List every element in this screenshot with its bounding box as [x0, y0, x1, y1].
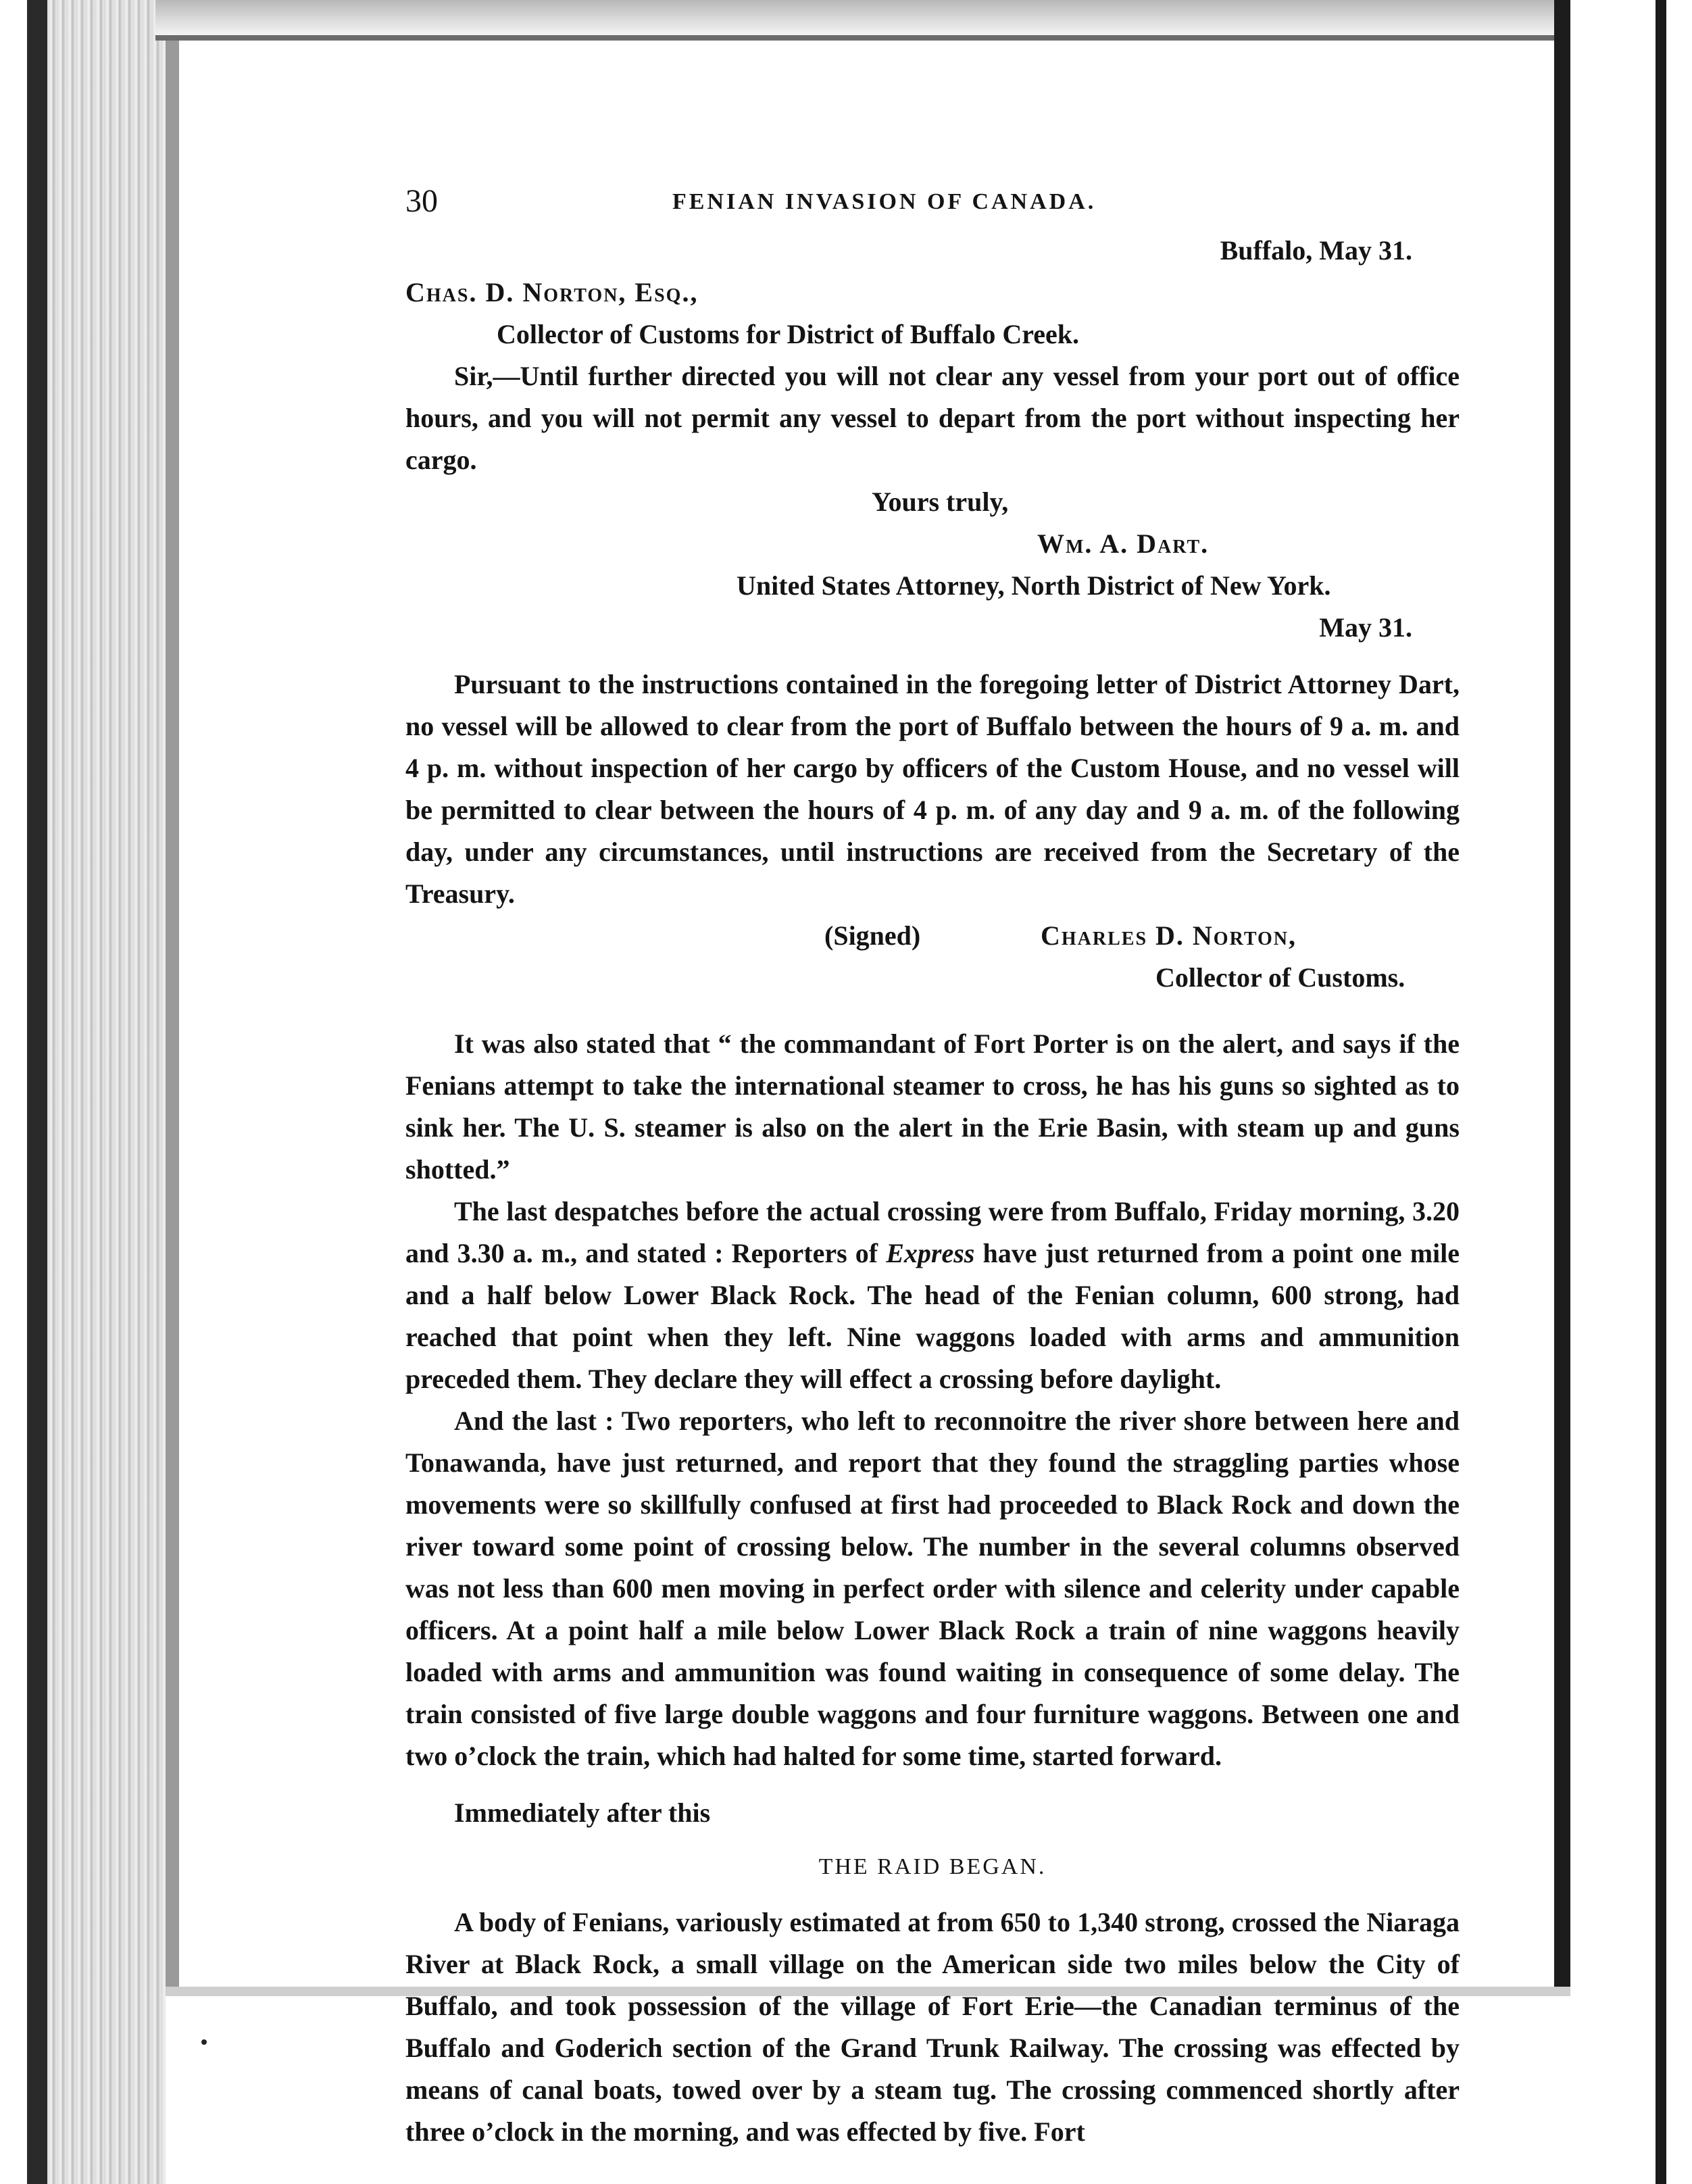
paragraph-reporters: And the last : Two reporters, who left to reconnoitre the river shore between here and Tonawanda, have just returned, and report that they found the straggling parties whose movements were so skillfully confused at first had proceeded to Black Rock and down the river toward some point of crossing below. The number in the several columns observed was not less than 600 men moving in perfect order with silence and celerity under capable officers. At a point half a mile below Lower Black Rock a train of nine waggons heavily loaded with arms and ammunition was found waiting in consequence of some delay. The train consisted of five large double waggons and four furniture waggons. Between one and two o’clock the train, which had halted for some time, started forward.	[405, 1406, 1460, 1771]
paragraph-raid: A body of Fenians, variously estimated at from 650 to 1,340 strong, crossed the Niaraga River at Black Rock, a small village on the American side two miles below the City of Buffalo, and took possession of the village of Fort Erie—the Canadian terminus of the Buffalo and Goderich section of the Grand Trunk Railway. The crossing was effected by means of canal boats, towed over by a steam tug. The crossing commenced shortly after three o’clock in the morning, and was effected by five. Fort	[405, 1907, 1460, 2147]
letter-body: Sir,—Until further directed you will not clear any vessel from your port out of office hours, and you will not permit any vessel to depart from the port without inspecting her cargo.	[405, 361, 1460, 475]
newspaper-name: Express	[886, 1238, 975, 1268]
page-edges	[47, 0, 166, 2184]
section-heading: THE RAID BEGAN.	[818, 1854, 1047, 1879]
paragraph-last-despatches	[405, 1191, 1460, 1400]
signed-label: (Signed)	[824, 920, 921, 951]
scan-border-left	[27, 0, 47, 2184]
scan-border-right	[1554, 0, 1570, 1993]
notice-date: May 31.	[1319, 612, 1412, 643]
gutter-shadow	[166, 0, 179, 1993]
scan-speck	[201, 2039, 207, 2045]
paragraph-immediately: Immediately after this	[454, 1797, 711, 1828]
letter-closing: Yours truly,	[872, 487, 1009, 517]
letter-addressee-name: Chas. D. Norton, Esq.,	[405, 277, 699, 307]
running-title: FENIAN INVASION OF CANADA.	[672, 189, 1097, 214]
paragraph-text: have just returned from a point one mile and a half below Lower Black Rock. The head of the Fenian column, 600 strong, had reached that point when they left. Nine waggons loaded with arms and ammunition preceded them. They declare they will effect a crossing before daylight.	[405, 1238, 1460, 1394]
scan-border-top	[155, 0, 1554, 37]
scan-border-top-line	[155, 35, 1554, 41]
notice-signer: Charles D. Norton,	[1041, 920, 1297, 951]
paragraph-fort-porter: It was also stated that “ the commandant of Fort Porter is on the alert, and says if the Fenians attempt to take the international steamer to cross, he has his guns so sighted as to sink her. The U. S. steamer is also on the alert in the Erie Basin, with steam up and guns shotted.”	[405, 1028, 1460, 1185]
book-page	[405, 182, 1460, 2153]
letter-signature: Wm. A. Dart.	[1037, 528, 1210, 559]
paragraph-text: The last despatches before the actual crossing were from Buffalo, Friday morning, 3.20 and 3.30 a. m., and stated : Reporters of	[405, 1196, 1460, 1268]
running-head	[405, 182, 1460, 230]
notice-signature-row	[405, 915, 1460, 957]
scan-edge-right	[1656, 0, 1666, 2184]
letter-addressee-title: Collector of Customs for District of Buffalo Creek.	[497, 319, 1080, 349]
notice-signer-title: Collector of Customs.	[1155, 962, 1405, 993]
notice-body: Pursuant to the instructions contained in the foregoing letter of District Attorney Dart, no vessel will be allowed to clear from the port of Buffalo between the hours of 9 a. m. and 4 p. m. without inspection of her cargo by officers of the Custom House, and no vessel will be permitted to clear between the hours of 4 p. m. of any day and 9 a. m. of the following day, under any circumstances, until instructions are received from the Secretary of the Treasury.	[405, 669, 1460, 909]
letter-signature-title: United States Attorney, North District of New York.	[737, 570, 1331, 601]
letter-place-date: Buffalo, May 31.	[1220, 235, 1412, 266]
page-number: 30	[405, 183, 438, 219]
